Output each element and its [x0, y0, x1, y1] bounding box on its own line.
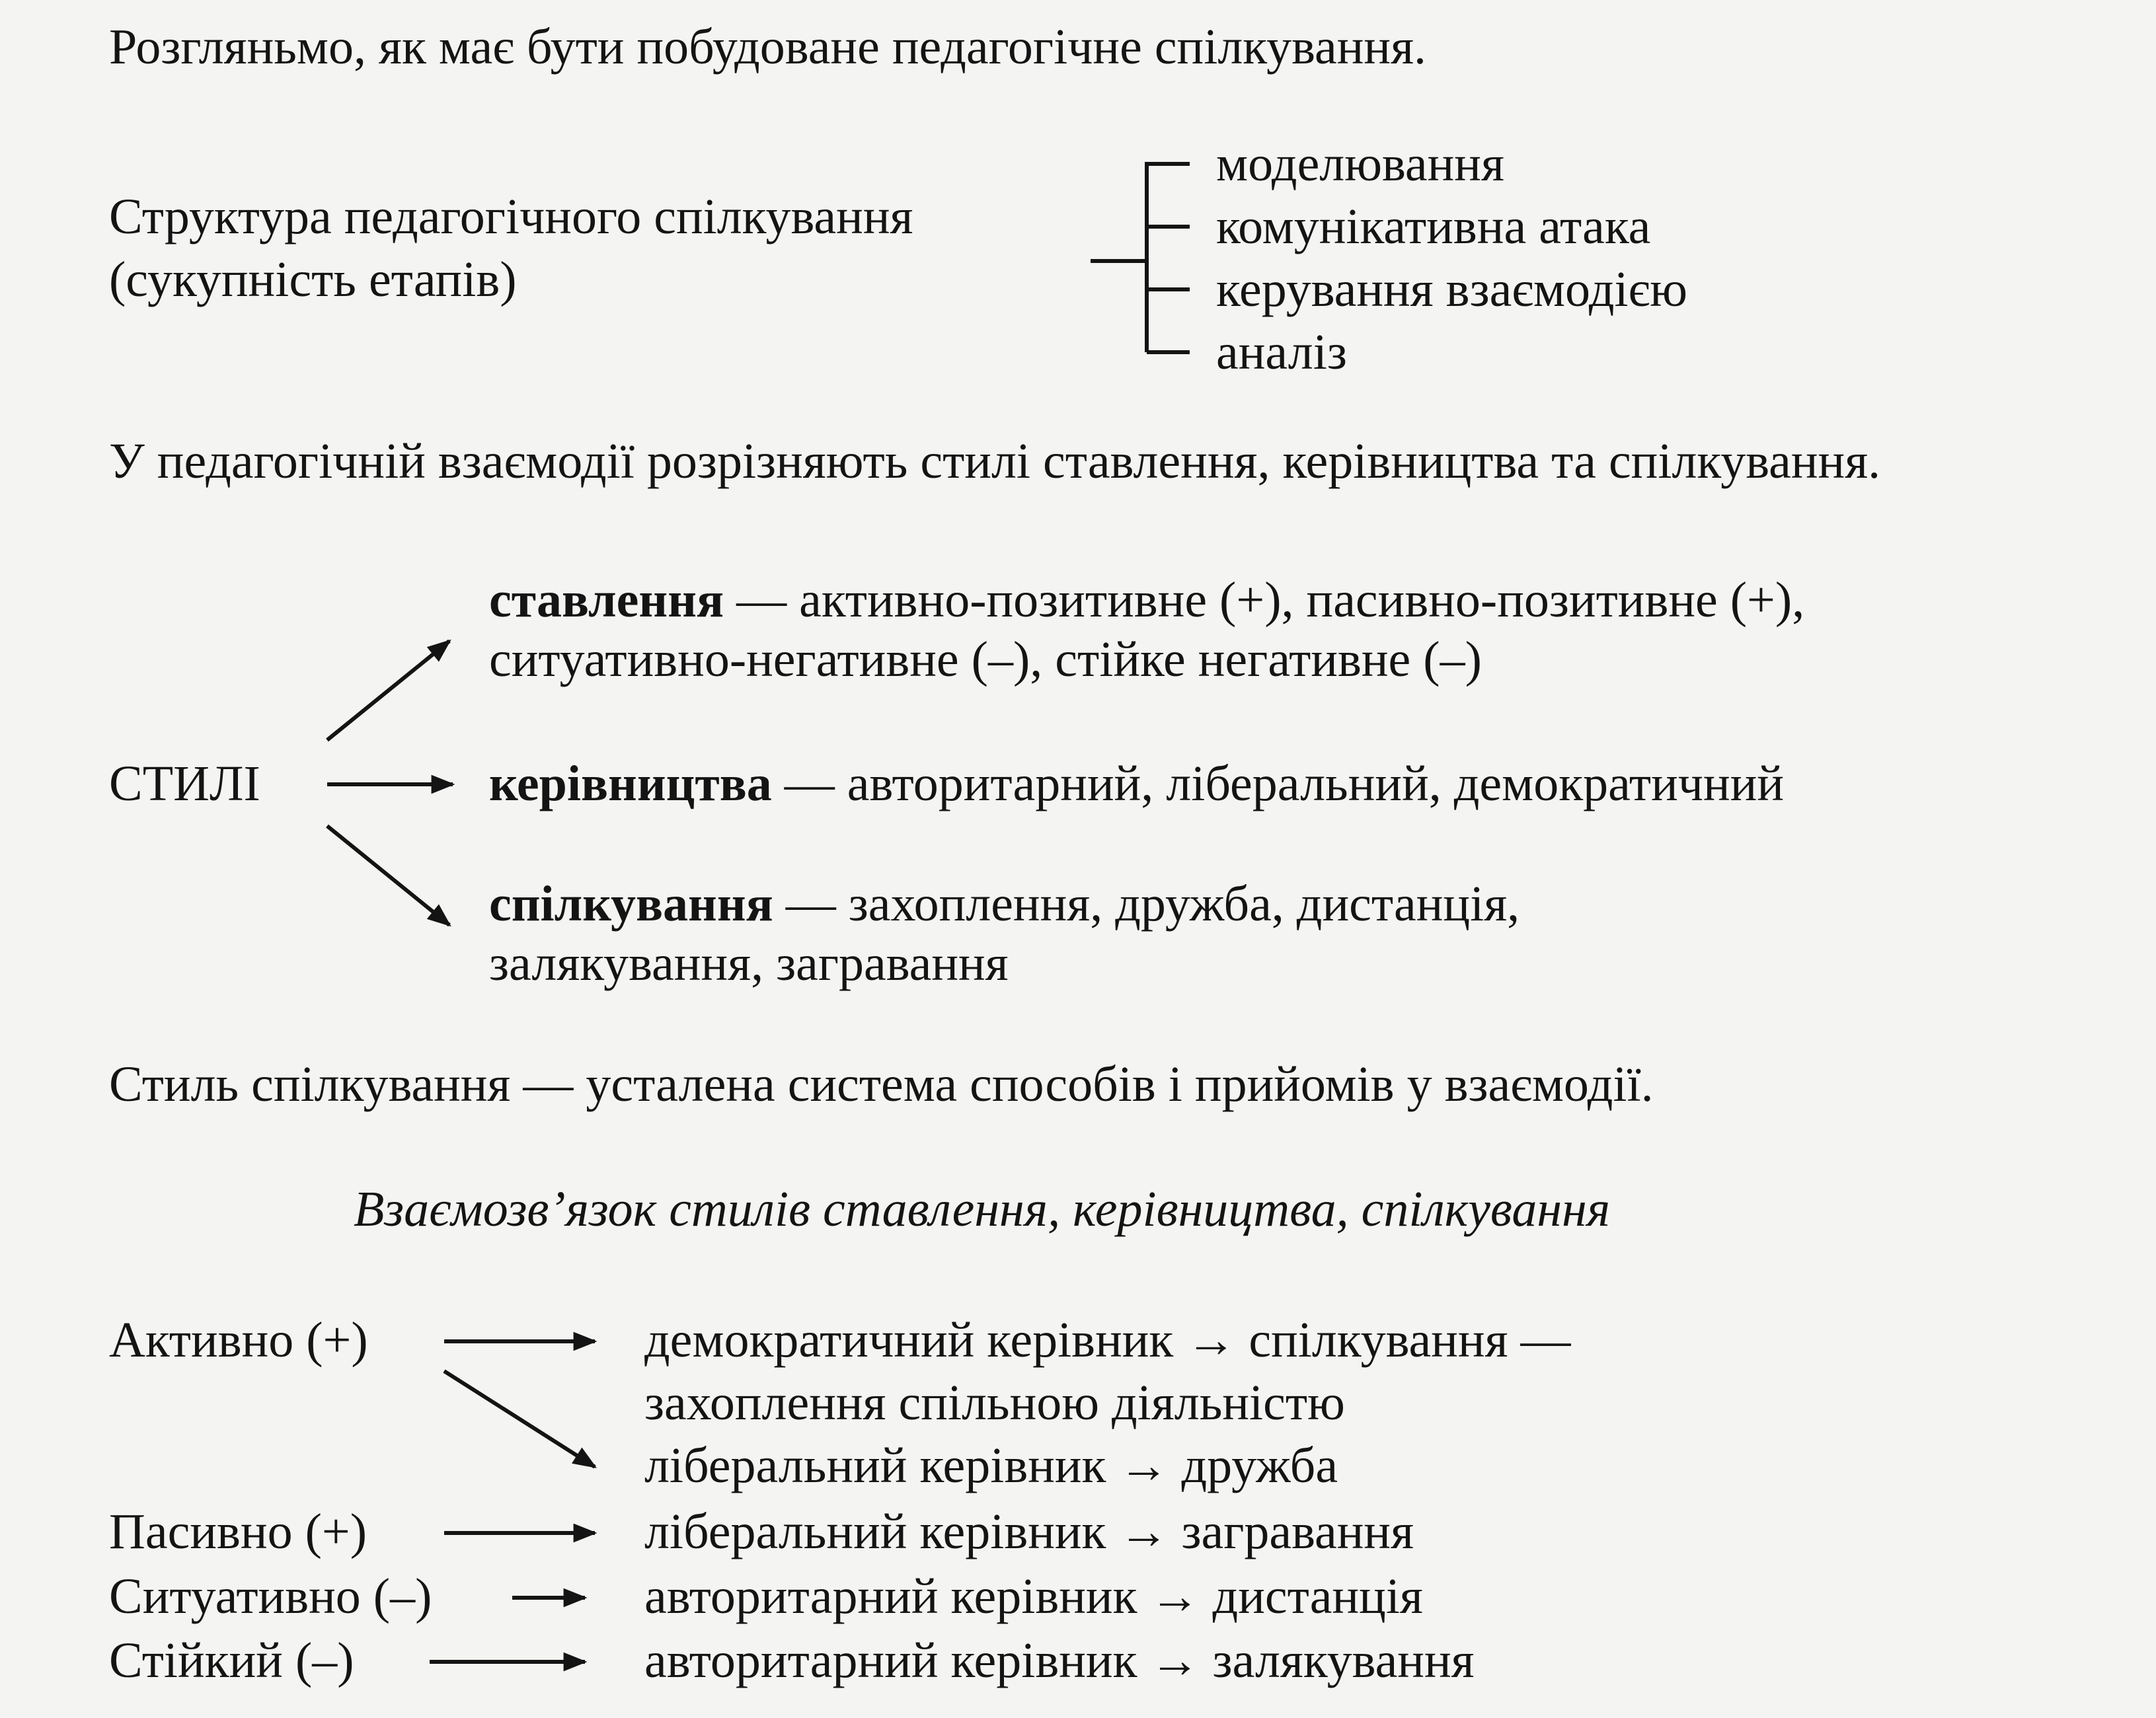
style-communication-term: спілкування: [489, 876, 773, 932]
relation-passive: Пасивно (+): [109, 1504, 367, 1559]
style-leadership-term: керівництва: [489, 756, 772, 811]
relation-situational: Ситуативно (–): [109, 1569, 432, 1624]
structure-item: комунікативна атака: [1216, 199, 1651, 254]
arrow-active-2: [444, 1371, 595, 1467]
style-communication-rest: — захоплення, дружба, дистанція,: [773, 876, 1520, 932]
arrow-styles-communication: [327, 826, 449, 925]
relation-active-result-1b: захоплення спільною діяльністю: [644, 1375, 1345, 1431]
style-communication-line2: залякування, загравання: [489, 936, 1009, 991]
arrow-styles-attitude: [327, 641, 449, 740]
structure-item: аналіз: [1216, 324, 1347, 380]
style-leadership-rest: — авторитарний, ліберальний, демократичний: [771, 756, 1785, 811]
styles-sentence: У педагогічній взаємодії розрізняють стилі ставлення, керівництва та спілкування.: [109, 433, 1881, 489]
style-leadership: [489, 756, 1785, 811]
relation-title: Взаємозв’язок стилів ставлення, керівництва, спілкування: [354, 1181, 1611, 1237]
structure-item: керування взаємодією: [1216, 262, 1688, 317]
relation-stable-result: авторитарний керівник → залякування: [644, 1633, 1475, 1688]
structure-label: Структура педагогічного спілкування: [109, 189, 913, 244]
style-attitude-term: ставлення: [489, 572, 724, 628]
relation-active-result-1: демократичний керівник → спілкування —: [644, 1312, 1571, 1368]
relation-stable: Стійкий (–): [109, 1633, 354, 1688]
intro-text: Розгляньмо, як має бути побудоване педагогічне спілкування.: [109, 19, 1427, 75]
style-communication: [489, 876, 1520, 932]
relation-active-result-2: ліберальний керівник → дружба: [644, 1438, 1338, 1493]
definition-text: Стиль спілкування — усталена система способів і прийомів у взаємодії.: [109, 1057, 1654, 1112]
relation-situational-result: авторитарний керівник → дистанція: [644, 1569, 1423, 1624]
styles-root: СТИЛІ: [109, 756, 260, 811]
style-attitude-line2: ситуативно-негативне (–), стійке негативне (–): [489, 632, 1482, 687]
style-attitude-rest: — активно-позитивне (+), пасивно-позитивне (+),: [724, 572, 1805, 628]
structure-item: моделювання: [1216, 136, 1504, 192]
style-attitude: [489, 572, 1805, 628]
relation-passive-result: ліберальний керівник → загравання: [644, 1504, 1414, 1559]
structure-label-line2: (сукупність етапів): [109, 252, 517, 307]
relation-active: Активно (+): [109, 1312, 368, 1368]
